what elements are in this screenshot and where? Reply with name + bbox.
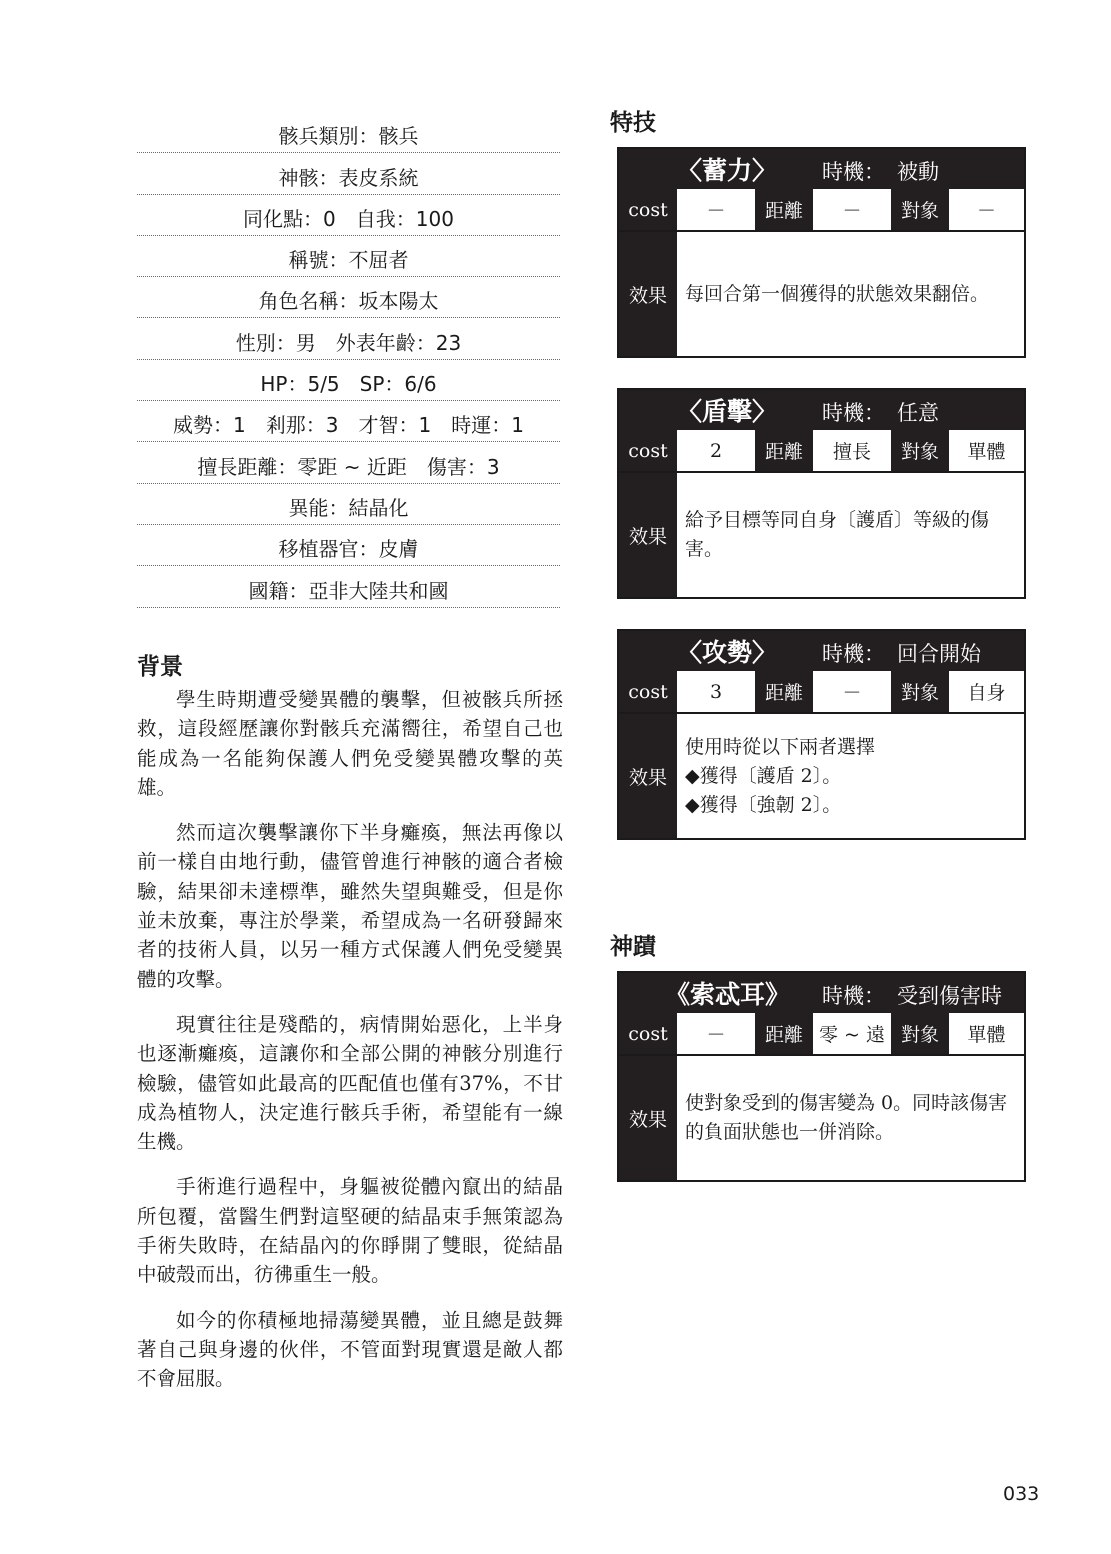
timing-value: 任意 [897,401,939,425]
skill-stats [619,189,1024,232]
distance-label: 距離 [755,1013,813,1054]
effect-label: 效果 [619,714,677,838]
skill-card-header [619,390,1024,430]
cost-value: － [706,1024,726,1046]
profile-list [137,112,560,608]
skill-name: 〈攻勢〉 [677,638,778,667]
skill-name: 〈盾擊〉 [677,397,778,426]
cost-label: cost [619,671,677,712]
profile-row: 異能：結晶化 [137,484,560,525]
page-number: 033 [1003,1483,1040,1505]
skill-card [617,629,1026,840]
skill-card [617,147,1026,358]
background-paragraph: 如今的你積極地掃蕩變異體，並且總是鼓舞著自己與身邊的伙伴，不管面對現實還是敵人都不會屈服。 [137,1308,563,1391]
distance-value: 擅長 [832,441,871,463]
background-paragraph: 現實往往是殘酷的，病情開始惡化，上半身也逐漸癱瘓，這讓你和全部公開的神骸分別進行檢驗，儘管如此最高的匹配值也僅有37%，不甘成為植物人，決定進行骸兵手術，希望能有一線生機。 [137,1012,563,1154]
distance-value: － [842,200,862,222]
effect-line: 每回合第一個獲得的狀態效果翻倍。 [685,282,990,305]
timing-value: 被動 [897,160,939,184]
cost-value: 3 [709,680,723,703]
target-value: 單體 [967,441,1006,463]
effect-label: 效果 [619,232,677,356]
distance-value: 零 ~ 遠 [819,1024,885,1046]
effect-text [677,473,1024,597]
skill-card-header [619,149,1024,189]
timing-label: 時機： [822,984,885,1008]
target-value: 單體 [967,1024,1006,1046]
miracle-card [617,971,1026,1182]
skill-card [617,388,1026,599]
timing-label: 時機： [822,160,885,184]
target-label: 對象 [891,430,949,471]
cost-label: cost [619,430,677,471]
target-value: 自身 [967,682,1006,704]
skills-heading: 特技 [610,109,656,136]
cost-label: cost [619,1013,677,1054]
profile-row: HP：5/5 SP：6/6 [137,360,560,401]
profile-row: 移植器官：皮膚 [137,525,560,566]
skill-name: 〈蓄力〉 [677,156,778,185]
effect-label: 效果 [619,1056,677,1180]
miracle-stats [619,1013,1024,1056]
cost-label: cost [619,189,677,230]
target-label: 對象 [891,189,949,230]
timing-label: 時機： [822,401,885,425]
profile-row: 角色名稱：坂本陽太 [137,277,560,318]
effect-line: ◆獲得〔強韌 2〕。 [685,793,842,816]
distance-label: 距離 [755,189,813,230]
profile-row: 性別：男 外表年齡：23 [137,318,560,359]
effect-line: ◆獲得〔護盾 2〕。 [685,764,842,787]
skill-effect [619,473,1024,597]
background-paragraph: 手術進行過程中，身軀被從體內竄出的結晶所包覆，當醫生們對這堅硬的結晶束手無策認為手術失敗時，在結晶內的你睜開了雙眼，從結晶中破殼而出，彷彿重生一般。 [137,1175,563,1287]
effect-line: 使用時從以下兩者選擇 [685,735,876,758]
skill-stats [619,430,1024,473]
background-paragraph: 然而這次襲擊讓你下半身癱瘓，無法再像以前一樣自由地行動，儘管曾進行神骸的適合者檢驗，結果卻未達標準，雖然失望與難受，但是你並未放棄，專注於學業，希望成為一名研發歸來者的技術人員，以另一種方式保護人們免受變異體的攻擊。 [137,821,563,991]
miracle-heading: 神蹟 [610,933,656,960]
background-paragraph: 學生時期遭受變異體的襲擊，但被骸兵所拯救，這段經歷讓你對骸兵充滿嚮往，希望自己也能成為一名能夠保護人們免受變異體攻擊的英雄。 [137,688,563,799]
skill-stats [619,671,1024,714]
effect-text [677,232,1024,356]
background-text [137,685,563,1410]
profile-row: 國籍：亞非大陸共和國 [137,566,560,607]
skill-effect [619,714,1024,838]
effect-text [677,1056,1024,1180]
effect-line: 使對象受到的傷害變為 0。同時該傷害的負面狀態也一併消除。 [685,1092,1008,1143]
miracle-effect [619,1056,1024,1180]
profile-row: 同化點：0 自我：100 [137,195,560,236]
profile-row: 擅長距離：零距 ~ 近距 傷害：3 [137,442,560,483]
skill-effect [619,232,1024,356]
cost-value: － [706,200,726,222]
timing-value: 回合開始 [897,642,981,666]
effect-text [677,714,1024,838]
distance-label: 距離 [755,430,813,471]
target-value: － [976,200,996,222]
profile-row: 神骸：表皮系統 [137,153,560,194]
background-heading: 背景 [137,653,183,680]
profile-row: 稱號：不屈者 [137,236,560,277]
miracle-card-header [619,973,1024,1013]
target-label: 對象 [891,1013,949,1054]
distance-label: 距離 [755,671,813,712]
skill-card-header [619,631,1024,671]
effect-line: 給予目標等同自身〔護盾〕等級的傷害。 [685,509,990,560]
timing-label: 時機： [822,642,885,666]
effect-label: 效果 [619,473,677,597]
profile-row: 骸兵類別：骸兵 [137,112,560,153]
cost-value: 2 [709,439,723,462]
timing-value: 受到傷害時 [897,984,1002,1008]
profile-row: 威勢：1 剎那：3 才智：1 時運：1 [137,401,560,442]
target-label: 對象 [891,671,949,712]
distance-value: － [842,682,862,704]
miracle-name: 《索忒耳》 [665,980,791,1009]
